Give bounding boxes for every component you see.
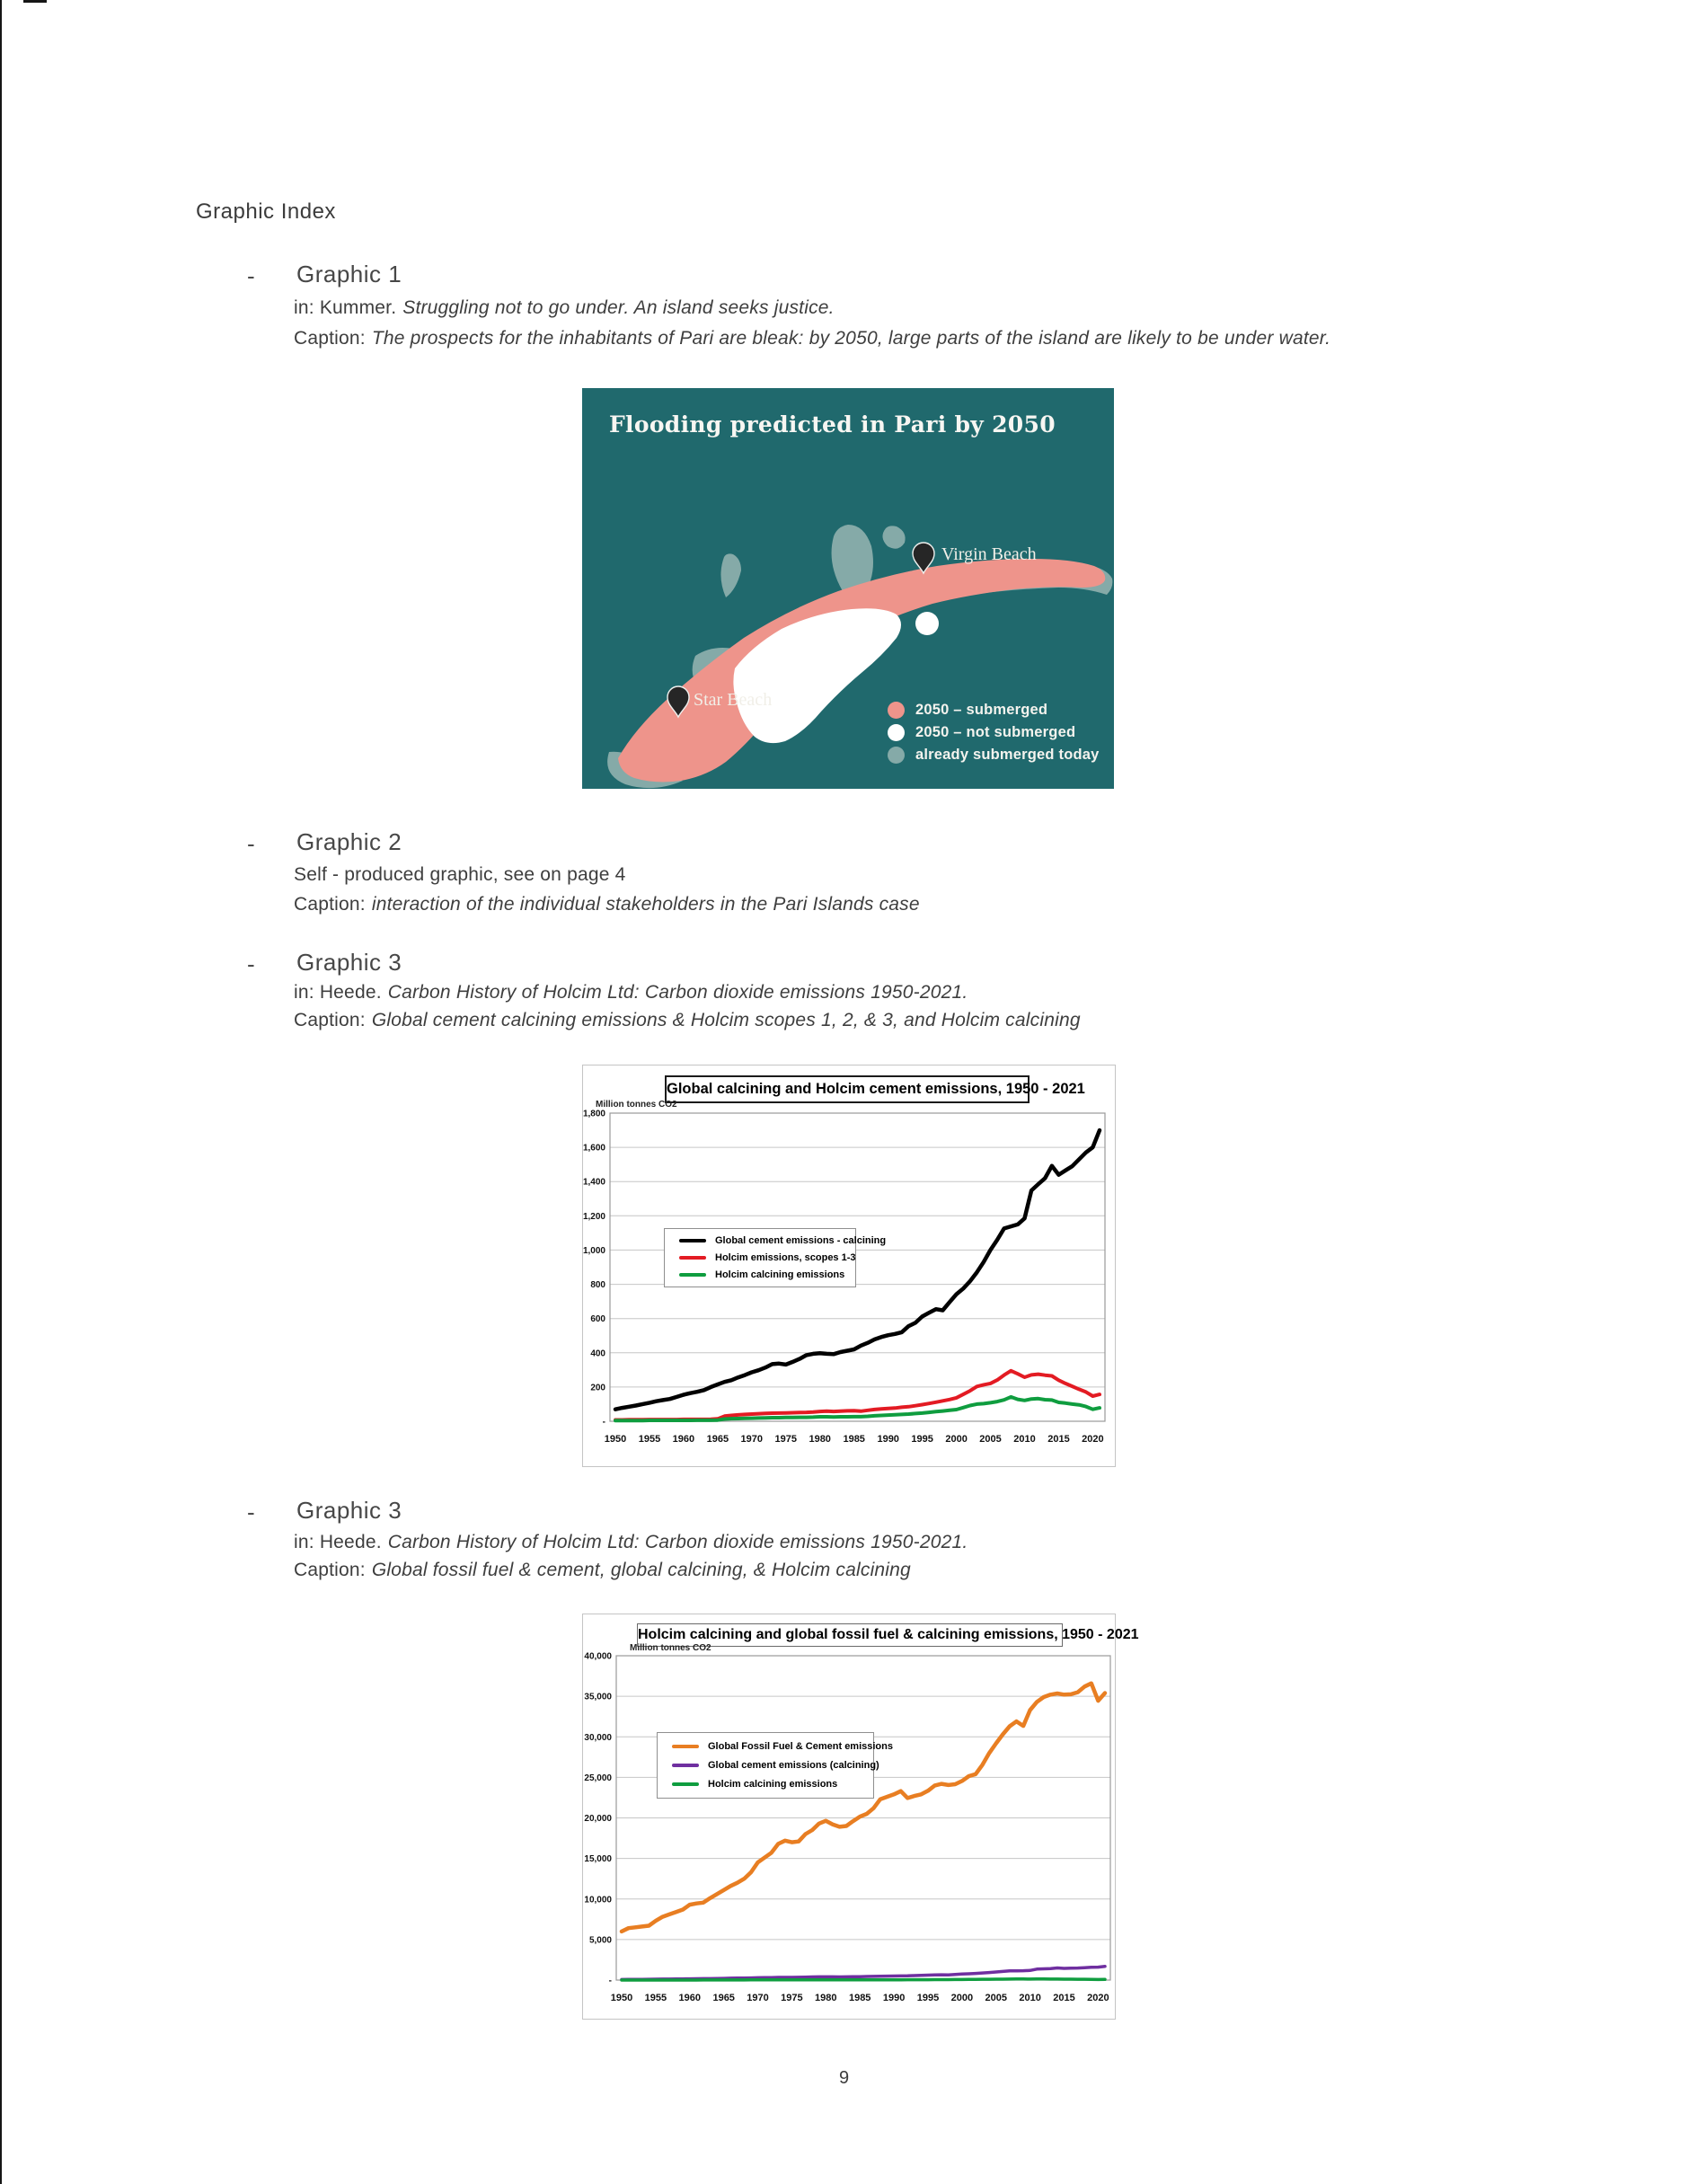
svg-text:2000: 2000 xyxy=(945,1434,968,1445)
caption-prefix: Caption: xyxy=(294,1010,366,1030)
caption-text: interaction of the individual stakeholders in the Pari Islands case xyxy=(371,894,920,915)
legend-dot-pink xyxy=(888,702,905,719)
svg-text:1,800: 1,800 xyxy=(583,1109,605,1119)
svg-text:1955: 1955 xyxy=(644,1993,667,2003)
svg-text:1995: 1995 xyxy=(916,1993,940,2003)
svg-text:1970: 1970 xyxy=(740,1434,764,1445)
y-axis-label: Million tonnes CO2 xyxy=(596,1100,677,1110)
svg-text:2020: 2020 xyxy=(1082,1434,1104,1445)
map-title: Flooding predicted in Pari by 2050 xyxy=(609,411,1056,438)
svg-text:1950: 1950 xyxy=(604,1434,627,1445)
svg-text:200: 200 xyxy=(590,1383,605,1393)
source-citation: Carbon History of Holcim Ltd: Carbon dioxide emissions 1950-2021. xyxy=(387,982,968,1003)
svg-text:1,400: 1,400 xyxy=(583,1177,605,1188)
legend-swatch-green xyxy=(672,1782,699,1786)
svg-text:2010: 2010 xyxy=(1013,1434,1036,1445)
caption-prefix: Caption: xyxy=(294,894,366,915)
scan-edge-artifact xyxy=(0,0,2,2184)
svg-text:1970: 1970 xyxy=(747,1993,769,2003)
svg-text:1990: 1990 xyxy=(877,1434,899,1445)
caption-text: The prospects for the inhabitants of Pari are bleak: by 2050, large parts of the island are likely to be under water. xyxy=(371,328,1331,349)
graphic-3b-source-line xyxy=(294,1532,968,1553)
graphic-3-source-line xyxy=(294,982,968,1004)
svg-text:5,000: 5,000 xyxy=(588,1935,612,1946)
chart-title: Global calcining and Holcim cement emissions, 1950 - 2021 xyxy=(665,1075,1030,1103)
chart-title: Holcim calcining and global fossil fuel & calcining emissions, 1950 - 2021 xyxy=(637,1623,1063,1647)
svg-text:1985: 1985 xyxy=(843,1434,865,1445)
svg-text:2005: 2005 xyxy=(979,1434,1002,1445)
svg-text:1995: 1995 xyxy=(911,1434,933,1445)
svg-text:1990: 1990 xyxy=(882,1993,906,2003)
caption-text: Global fossil fuel & cement, global calcining, & Holcim calcining xyxy=(371,1560,911,1580)
svg-text:1955: 1955 xyxy=(638,1434,661,1445)
svg-text:25,000: 25,000 xyxy=(584,1773,612,1783)
svg-text:600: 600 xyxy=(590,1314,605,1325)
source-citation: Carbon History of Holcim Ltd: Carbon dioxide emissions 1950-2021. xyxy=(387,1532,968,1552)
legend-swatch-black xyxy=(679,1239,706,1242)
svg-text:35,000: 35,000 xyxy=(584,1692,612,1702)
svg-text:1960: 1960 xyxy=(672,1434,695,1445)
bullet-dash: - xyxy=(247,830,255,857)
caption-prefix: Caption: xyxy=(294,1560,366,1580)
svg-text:1980: 1980 xyxy=(809,1434,831,1445)
caption-text: Global cement calcining emissions & Holcim scopes 1, 2, & 3, and Holcim calcining xyxy=(371,1010,1081,1030)
svg-text:1980: 1980 xyxy=(815,1993,837,2003)
legend-row: Global cement emissions (calcining) xyxy=(658,1760,873,1771)
legend-row: Holcim calcining emissions xyxy=(665,1269,855,1280)
legend-row: Holcim calcining emissions xyxy=(658,1779,873,1790)
svg-text:20,000: 20,000 xyxy=(584,1814,612,1824)
graphic-2-source-line xyxy=(294,864,632,886)
source-citation: Struggling not to go under. An island seeks justice. xyxy=(402,297,835,318)
legend-swatch-orange xyxy=(672,1745,699,1748)
svg-text:1960: 1960 xyxy=(678,1993,702,2003)
svg-text:800: 800 xyxy=(590,1280,605,1291)
page-number: 9 xyxy=(838,2068,850,2088)
legend-swatch-red xyxy=(679,1256,706,1260)
svg-text:10,000: 10,000 xyxy=(584,1895,612,1905)
svg-text:-: - xyxy=(602,1417,605,1428)
legend-row: Global Fossil Fuel & Cement emissions xyxy=(658,1741,873,1752)
svg-text:15,000: 15,000 xyxy=(584,1854,612,1865)
svg-text:1965: 1965 xyxy=(712,1993,735,2003)
legend-item-already-submerged: already submerged today xyxy=(888,744,1100,766)
svg-text:1975: 1975 xyxy=(774,1434,798,1445)
graphic-2-caption-line xyxy=(294,894,920,915)
source-prefix: in: Heede. xyxy=(294,1532,382,1552)
page-title: Graphic Index xyxy=(196,199,336,224)
graphic-1-caption-line xyxy=(294,328,1330,349)
svg-text:-: - xyxy=(608,1976,612,1986)
legend-row: Holcim emissions, scopes 1-3 xyxy=(665,1252,855,1263)
svg-text:1,200: 1,200 xyxy=(583,1211,605,1222)
bullet-dash: - xyxy=(247,951,255,977)
svg-text:2015: 2015 xyxy=(1047,1434,1070,1445)
svg-text:2005: 2005 xyxy=(985,1993,1008,2003)
graphic-3b-caption-line xyxy=(294,1560,911,1581)
section-title-graphic-1: Graphic 1 xyxy=(296,261,402,287)
svg-text:1,000: 1,000 xyxy=(583,1245,605,1256)
legend-item-submerged: 2050 – submerged xyxy=(888,699,1100,721)
svg-text:40,000: 40,000 xyxy=(584,1651,612,1662)
svg-text:2020: 2020 xyxy=(1087,1993,1109,2003)
scan-edge-artifact xyxy=(23,0,47,3)
bullet-dash: - xyxy=(247,1499,255,1525)
legend-swatch-green xyxy=(679,1273,706,1277)
svg-text:2000: 2000 xyxy=(950,1993,974,2003)
legend-row: Global cement emissions - calcining xyxy=(665,1235,855,1246)
bullet-dash: - xyxy=(247,262,255,289)
graphic-3-caption-line xyxy=(294,1010,1081,1031)
section-title-graphic-2: Graphic 2 xyxy=(296,828,402,855)
virgin-beach-label: Virgin Beach xyxy=(941,544,1037,564)
map-legend xyxy=(888,699,1100,766)
svg-text:1950: 1950 xyxy=(610,1993,633,2003)
legend-dot-white xyxy=(888,724,905,741)
chart-holcim-fossil-fuel xyxy=(582,1614,1139,2020)
y-axis-label: Million tonnes CO2 xyxy=(630,1643,711,1653)
legend-item-not-submerged: 2050 – not submerged xyxy=(888,721,1100,744)
chart-legend xyxy=(657,1732,893,1799)
graphic-1-source-line xyxy=(294,297,835,319)
caption-prefix: Caption: xyxy=(294,328,366,349)
svg-text:1975: 1975 xyxy=(781,1993,803,2003)
chart-legend xyxy=(664,1228,887,1287)
source-prefix: in: Heede. xyxy=(294,982,382,1003)
chart-global-calcining-holcim xyxy=(582,1065,1116,1467)
svg-text:400: 400 xyxy=(590,1348,605,1359)
section-title-graphic-3b: Graphic 3 xyxy=(296,1497,402,1524)
svg-text:1,600: 1,600 xyxy=(583,1143,605,1154)
pari-flood-map xyxy=(582,388,1114,789)
svg-text:2015: 2015 xyxy=(1053,1993,1075,2003)
svg-text:30,000: 30,000 xyxy=(584,1732,612,1743)
legend-dot-gray xyxy=(888,747,905,764)
star-beach-label: Star Beach xyxy=(694,690,773,710)
legend-swatch-purple xyxy=(672,1764,699,1767)
source-prefix: in: Kummer. xyxy=(294,297,397,318)
source-prefix: Self - produced graphic, see on page 4 xyxy=(294,864,626,885)
line-chart-canvas xyxy=(583,1614,1115,2019)
svg-text:2010: 2010 xyxy=(1019,1993,1041,2003)
svg-text:1985: 1985 xyxy=(848,1993,871,2003)
svg-text:1965: 1965 xyxy=(706,1434,729,1445)
section-title-graphic-3: Graphic 3 xyxy=(296,949,402,976)
